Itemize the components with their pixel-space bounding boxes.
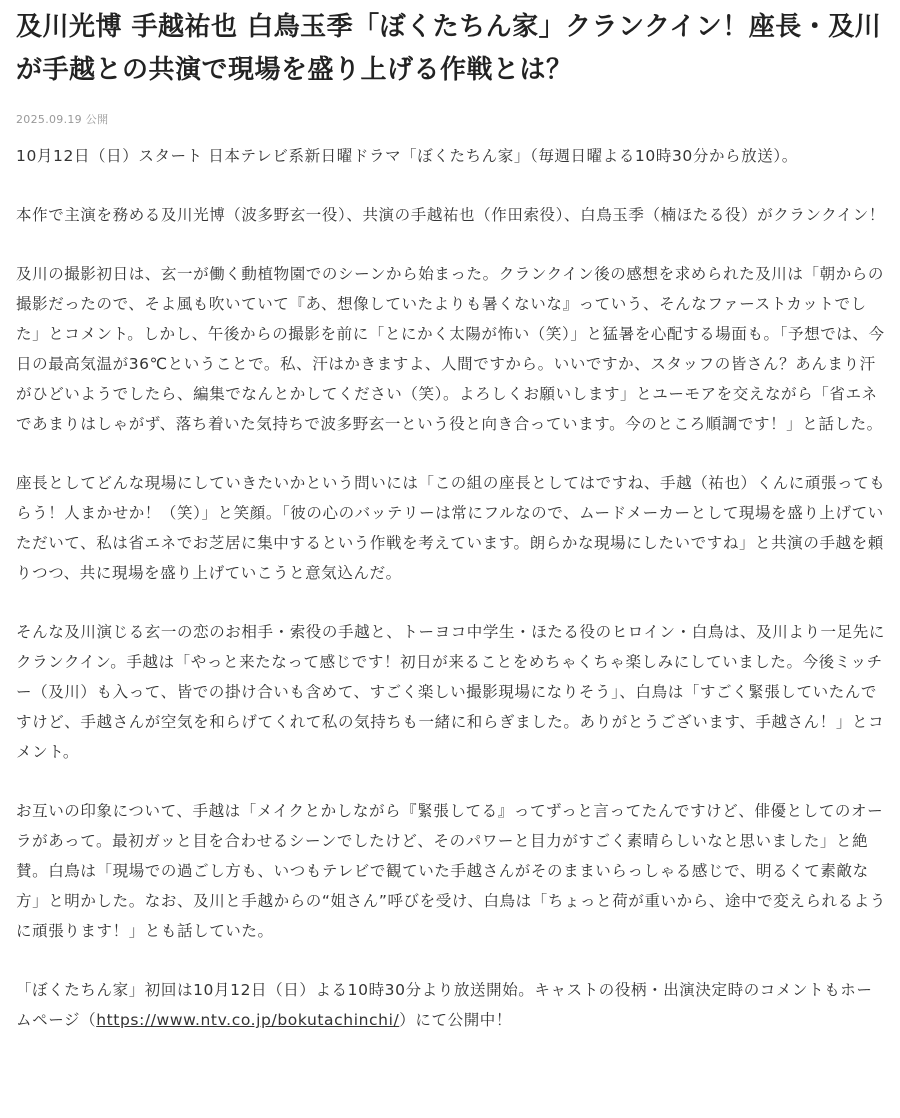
article-meta: [16, 112, 886, 128]
paragraph-crank-in: そんな及川演じる玄一の恋のお相手・索役の手越と、トーヨコ中学生・ほたる役のヒロイン・白鳥は、及川より一足先にクランクイン。手越は「やっと来たなって感じです！初日が来ることをめちゃくちゃ楽しみにしていました。今後ミッチー（及川）も入って、皆での掛け合いも含めて、すごく楽しい撮影現場になりそう」、白鳥は「すごく緊張していたんですけど、手越さんが空気を和らげてくれて私の気持ちも一緒に和らぎました。ありがとうございます、手越さん！」とコメント。: [16, 623, 885, 761]
publish-date: 2025.09.19: [16, 113, 82, 126]
paragraph-intro: 10月12日（日）スタート 日本テレビ系新日曜ドラマ「ぼくたちん家」（毎週日曜よる10時30分から放送）。: [16, 147, 798, 165]
closing-text-after-link: ）にて公開中！: [399, 1011, 512, 1029]
paragraph-cast: 本作で主演を務める及川光博（波多野玄一役）、共演の手越祐也（作田索役）、白鳥玉季（楠ほたる役）がクランクイン！: [16, 206, 885, 224]
published-label: 公開: [85, 113, 109, 126]
paragraph-closing: [16, 975, 886, 1035]
closing-text-before-link: 「ぼくたちん家」初回は10月12日（日）よる10時30分より放送開始。キャストの役柄・出演決定時のコメントもホームページ（: [16, 981, 873, 1029]
article-headline: 及川光博 手越祐也 白鳥玉季「ぼくたちん家」クランクイン！座長・及川が手越との共演で現場を盛り上げる作戦とは？: [16, 12, 882, 85]
homepage-link[interactable]: https://www.ntv.co.jp/bokutachinchi/: [96, 1011, 400, 1029]
paragraph-first-day: 及川の撮影初日は、玄一が働く動植物園でのシーンから始まった。クランクイン後の感想を求められた及川は「朝からの撮影だったので、そよ風も吹いていて『あ、想像していたよりも暑くないな』っていう、そんなファーストカットでした」とコメント。しかし、午後からの撮影を前に「とにかく太陽が怖い（笑）」と猛暑を心配する場面も。「予想では、今日の最高気温が36℃ということで。私、汗はかきますよ、人間ですから。いいですか、スタッフの皆さん？あんまり汗がひどいようでしたら、編集でなんとかしてください（笑）。よろしくお願いします」とユーモアを交えながら「省エネであまりはしゃがず、落ち着いた気持ちで波多野玄一という役と向き合っています。今のところ順調です！」と話した。: [16, 265, 885, 433]
paragraph-impressions: お互いの印象について、手越は「メイクとかしながら『緊張してる』ってずっと言ってたんですけど、俳優としてのオーラがあって。最初ガッと目を合わせるシーンでしたけど、そのパワーと目力がすごく素晴らしいなと思いました」と絶賛。白鳥は「現場での過ごし方も、いつもテレビで観ていた手越さんがそのままいらっしゃる感じで、明るくて素敵な方」と明かした。なお、及川と手越からの“姐さん”呼びを受け、白鳥は「ちょっと荷が重いから、途中で変えられるように頑張ります！」とも話していた。: [16, 802, 886, 940]
paragraph-leader: 座長としてどんな現場にしていきたいかという問いには「この組の座長としてはですね、手越（祐也）くんに頑張ってもらう！人まかせか！（笑）」と笑顔。「彼の心のバッテリーは常にフルなので、ムードメーカーとして現場を盛り上げていただいて、私は省エネでお芝居に集中するという作戦を考えています。朗らかな現場にしたいですね」と共演の手越を頼りつつ、共に現場を盛り上げていこうと意気込んだ。: [16, 474, 886, 582]
